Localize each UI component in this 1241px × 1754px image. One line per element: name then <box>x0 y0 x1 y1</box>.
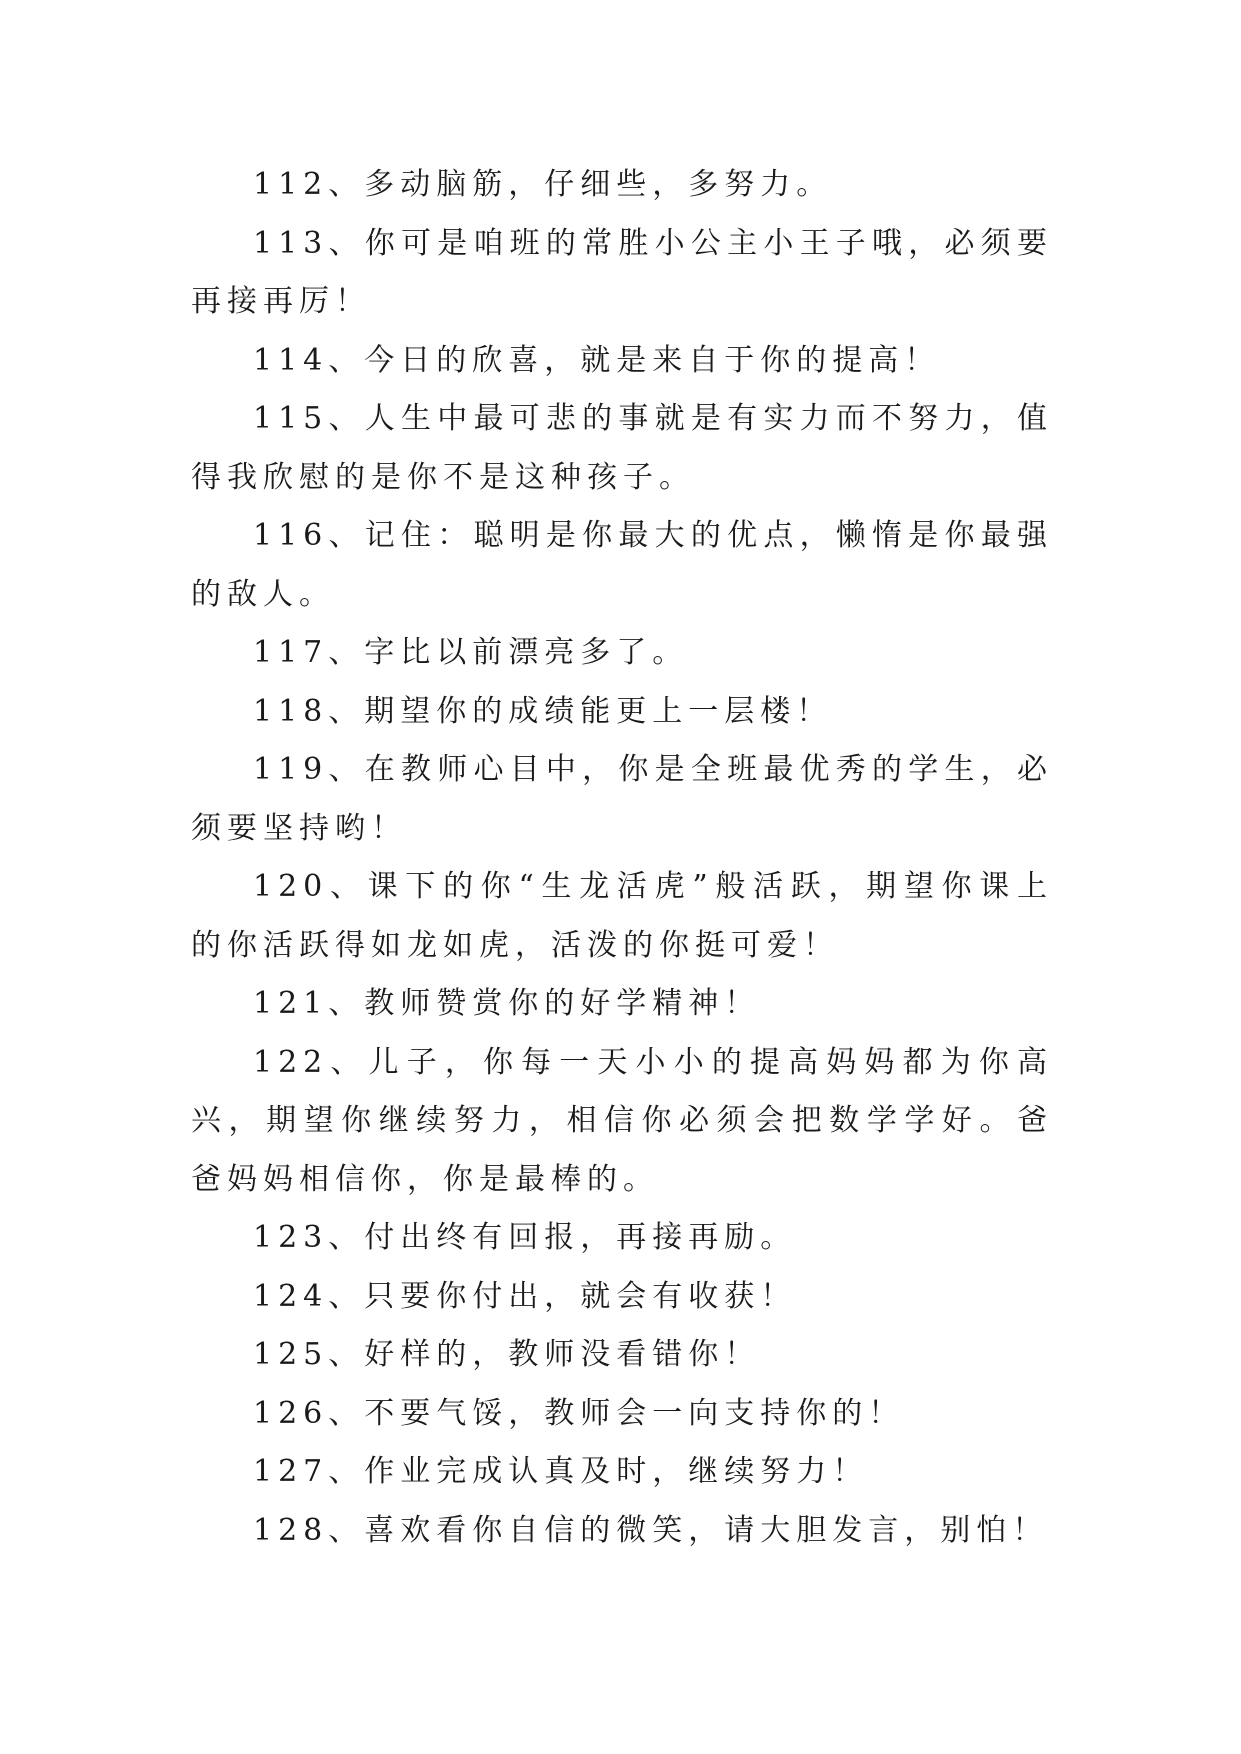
paragraph-128: 128、喜欢看你自信的微笑，请大胆发言，别怕！ <box>253 1512 1049 1548</box>
paragraph-124: 124、只要你付出，就会有收获！ <box>253 1278 797 1314</box>
paragraph-123: 123、付出终有回报，再接再励。 <box>253 1220 797 1255</box>
paragraph-115: 115、人生中最可悲的事就是有实力而不努力，值得我欣慰的是你不是这种孩子。 <box>191 401 1053 495</box>
paragraph-113: 113、你可是咱班的常胜小公主小王子哦，必须要再接再厉！ <box>191 225 1053 319</box>
paragraph-121: 121、教师赞赏你的好学精神！ <box>253 986 761 1021</box>
paragraph-125: 125、好样的，教师没看错你！ <box>253 1337 761 1372</box>
paragraph-114: 114、今日的欣喜，就是来自于你的提高！ <box>253 342 941 378</box>
paragraph-117: 117、字比以前漂亮多了。 <box>253 635 689 670</box>
paragraph-118: 118、期望你的成绩能更上一层楼！ <box>253 693 833 729</box>
text-body <box>191 156 1053 1560</box>
paragraph-112: 112、多动脑筋，仔细些，多努力。 <box>253 167 833 202</box>
paragraph-116: 116、记住：聪明是你最大的优点，懒惰是你最强的敌人。 <box>191 518 1053 612</box>
paragraph-120: 120、课下的你“生龙活虎”般活跃，期望你课上的你活跃得如龙如虎，活泼的你挺可爱！ <box>191 869 1053 963</box>
paragraph-126: 126、不要气馁，教师会一向支持你的！ <box>253 1395 905 1431</box>
paragraph-127: 127、作业完成认真及时，继续努力！ <box>253 1454 869 1489</box>
paragraph-122: 122、儿子，你每一天小小的提高妈妈都为你高兴，期望你继续努力，相信你必须会把数学学好。爸爸妈妈相信你，你是最棒的。 <box>191 1044 1053 1197</box>
paragraph-119: 119、在教师心目中，你是全班最优秀的学生，必须要坚持哟！ <box>191 752 1053 846</box>
